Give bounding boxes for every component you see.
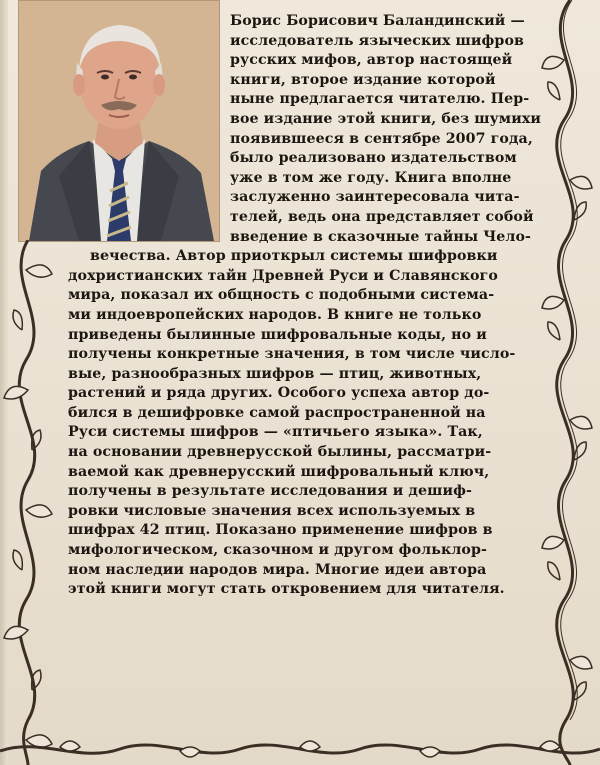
text-line: телей, ведь она представляет собой (230, 208, 534, 225)
author-bio-text (68, 12, 542, 600)
text-line: этой книги могут стать откровением для читателя. (68, 581, 505, 598)
text-line: шифрах 42 птиц. Показано применение шифров в (68, 522, 493, 539)
text-line: Борис Борисович Баландинский — (230, 13, 525, 29)
text-line: получены в результате исследования и дешиф- (68, 483, 472, 500)
left-floral-border (0, 240, 60, 765)
text-line: появившееся в сентябре 2007 года, (230, 130, 533, 147)
text-line: было реализовано издательством (230, 150, 517, 167)
text-line: заслуженно заинтересовала чита- (230, 189, 520, 206)
text-line: русских мифов, автор настоящей (230, 52, 513, 69)
text-line: вечества. Автор приоткрыл системы шифровки (90, 248, 498, 265)
text-line: вые, разнообразных шифров — птиц, животных, (68, 365, 482, 382)
text-line: растений и ряда других. Особого успеха автор до- (68, 385, 490, 402)
text-line: дохристианских тайн Древней Руси и Славянского (68, 267, 498, 284)
text-line: получены конкретные значения, в том числе число- (68, 346, 516, 363)
text-line: книги, второе издание которой (230, 71, 496, 88)
text-line: Руси системы шифров — «птичьего языка». Так, (68, 424, 483, 441)
text-line: ми индоевропейских народов. В книге не только (68, 306, 482, 323)
text-line: исследователь языческих шифров (230, 32, 524, 49)
text-line: вое издание этой книги, без шумихи (230, 110, 542, 127)
text-line: мифологическом, сказочном и другом фольклор- (68, 542, 487, 559)
text-line: приведены былинные шифровальные коды, но и (68, 326, 487, 343)
text-line: введение в сказочные тайны Чело- (230, 228, 532, 245)
text-line: бился в дешифровке самой распространенной на (68, 404, 486, 421)
text-line: ныне предлагается читателю. Пер- (230, 91, 530, 108)
text-line: ровки числовые значения всех используемых в (68, 502, 476, 519)
text-line: на основании древнерусской былины, рассматри- (68, 444, 492, 461)
text-line: ваемой как древнерусский шифровальный ключ, (68, 463, 490, 480)
text-line: уже в том же году. Книга вполне (230, 169, 512, 186)
text-line: мира, показал их общность с подобными система- (68, 287, 495, 304)
text-line: ном наследии народов мира. Многие идеи автора (68, 561, 487, 578)
bottom-floral-border (0, 733, 600, 765)
